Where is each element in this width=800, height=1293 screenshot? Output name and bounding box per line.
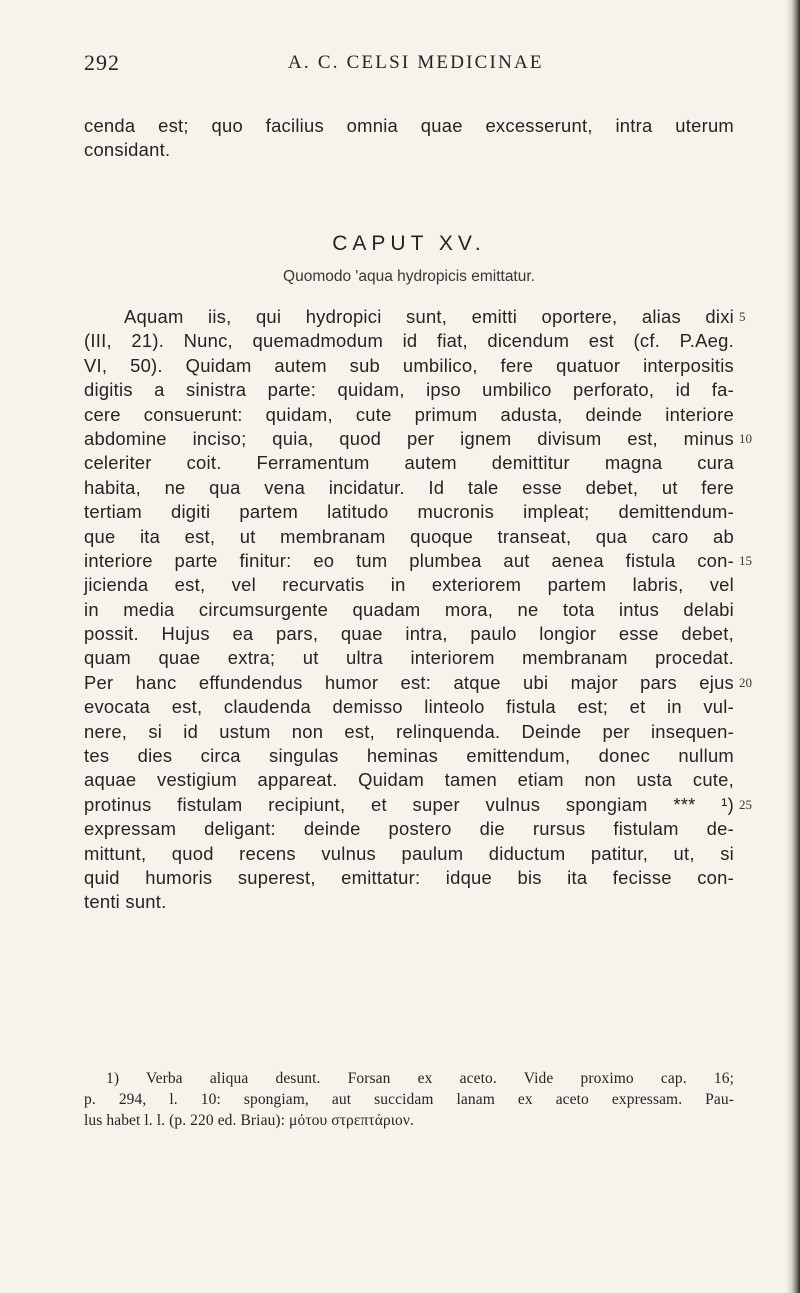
text-line-content: interiore parte finitur: eo tum plumbea aut aenea fistula con-	[84, 549, 734, 571]
text-line-content: que ita est, ut membranam quoque transeat, qua caro ab	[84, 525, 734, 547]
text-line	[84, 695, 734, 719]
line-number: 10	[739, 430, 752, 446]
footnotes	[84, 1068, 734, 1131]
text-line-content: tes dies circa singulas heminas emittendum, donec nullum	[84, 745, 734, 767]
text-line	[84, 866, 734, 890]
text-line	[84, 744, 734, 768]
text-line	[84, 305, 746, 329]
chapter-title: CAPUT XV.	[332, 232, 486, 255]
text-line	[84, 890, 734, 914]
text-line	[84, 842, 734, 866]
text-line	[84, 378, 734, 402]
text-line-content: tenti sunt.	[84, 891, 167, 913]
page-gutter-shadow	[786, 0, 800, 1293]
text-line-content: Per hanc effundendus humor est: atque ubi major pars ejus	[84, 671, 734, 693]
text-line	[84, 476, 734, 500]
text-line	[84, 549, 752, 573]
footnote-line: p. 294, l. 10: spongiam, aut succidam lanam ex aceto expressam. Pau-	[84, 1091, 734, 1108]
text-line	[84, 793, 752, 817]
text-line	[84, 573, 734, 597]
text-line	[84, 598, 734, 622]
text-line	[84, 427, 752, 451]
text-line-content: nere, si id ustum non est, relinquenda. Deinde per insequen-	[84, 720, 734, 742]
text-line-content: quam quae extra; ut ultra interiorem membranam procedat.	[84, 647, 734, 669]
text-line	[84, 646, 734, 670]
text-line	[84, 768, 734, 792]
text-line-content: possit. Hujus ea pars, quae intra, paulo longior esse debet,	[84, 623, 734, 645]
text-line-content: abdomine inciso; quia, quod per ignem divisum est, minus	[84, 427, 734, 449]
text-line-content: tertiam digiti partem latitudo mucronis impleat; demittendum-	[84, 501, 734, 523]
footnote-line: 1) Verba aliqua desunt. Forsan ex aceto. Vide proximo cap. 16;	[106, 1070, 734, 1087]
text-line-content: habita, ne qua vena incidatur. Id tale esse debet, ut fere	[84, 476, 734, 498]
text-line	[84, 403, 734, 427]
text-line-content: expressam deligant: deinde postero die rursus fistulam de-	[84, 818, 734, 840]
text-line	[84, 671, 752, 695]
text-line	[84, 451, 734, 475]
opening-paragraph	[84, 114, 734, 163]
chapter-subtitle: Quomodo 'aqua hydropicis emittatur.	[283, 268, 535, 285]
text-line: cenda est; quo facilius omnia quae excesserunt, intra uterum	[84, 115, 734, 136]
footnote-line: lus habet l. l. (p. 220 ed. Briau): μότου στρεπτάριον.	[84, 1112, 414, 1129]
line-number: 15	[739, 552, 752, 568]
text-line-content: jicienda est, vel recurvatis in exteriorem partem labris, vel	[84, 574, 734, 596]
line-number: 20	[739, 674, 752, 690]
text-line-content: cere consuerunt: quidam, cute primum adusta, deinde interiore	[84, 403, 734, 425]
text-line-content: VI, 50). Quidam autem sub umbilico, fere quatuor interpositis	[84, 354, 734, 376]
running-head	[84, 50, 734, 80]
text-line	[84, 500, 734, 524]
page-number: 292	[84, 50, 120, 75]
line-number: 5	[739, 309, 746, 324]
text-line-content: digitis a sinistra parte: quidam, ipso umbilico perforato, id fa-	[84, 379, 734, 401]
text-line-content: quid humoris superest, emittatur: idque bis ita fecisse con-	[84, 866, 734, 888]
text-line-content: Aquam iis, qui hydropici sunt, emitti oportere, alias dixi	[124, 306, 734, 327]
text-line	[84, 720, 734, 744]
text-line-content: evocata est, claudenda demisso linteolo fistula est; et in vul-	[84, 696, 734, 718]
text-line	[84, 354, 734, 378]
text-line-content: (III, 21). Nunc, quemadmodum id fiat, dicendum est (cf. P.Aeg.	[84, 330, 734, 352]
text-line	[84, 622, 734, 646]
chapter-body	[84, 305, 752, 915]
text-line-content: in media circumsurgente quadam mora, ne tota intus delabi	[84, 598, 734, 620]
running-title: A. C. CELSI MEDICINAE	[288, 52, 544, 73]
text-line	[84, 525, 734, 549]
text-line	[84, 329, 734, 353]
text-line: considant.	[84, 139, 171, 161]
text-line-content: aquae vestigium appareat. Quidam tamen etiam non usta cute,	[84, 769, 734, 791]
text-line-content: celeriter coit. Ferramentum autem demittitur magna cura	[84, 452, 734, 474]
line-number: 25	[739, 796, 752, 812]
text-line-content: protinus fistulam recipiunt, et super vulnus spongiam *** ¹)	[84, 793, 734, 815]
text-line-content: mittunt, quod recens vulnus paulum diductum patitur, ut, si	[84, 842, 734, 864]
text-line	[84, 817, 734, 841]
